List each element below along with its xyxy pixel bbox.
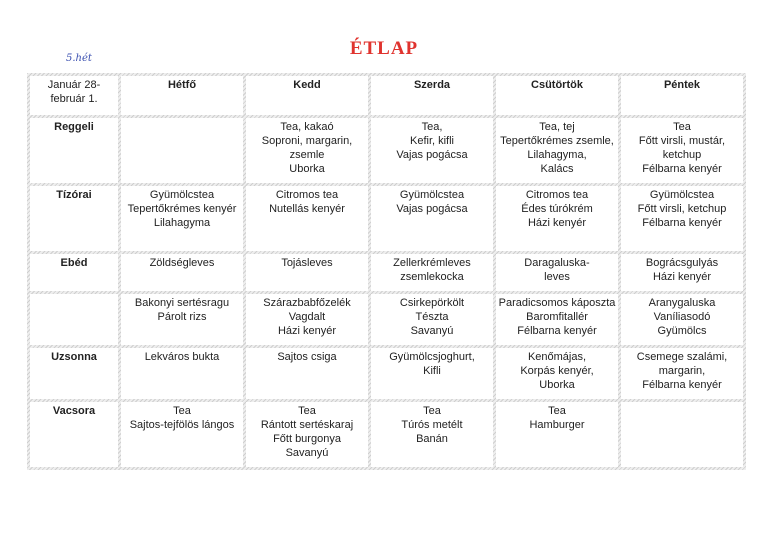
menu-item: Félbarna kenyér xyxy=(642,379,722,391)
menu-item: zsemle xyxy=(289,149,325,161)
menu-cell-wednesday xyxy=(371,186,493,251)
day-header-tuesday: Kedd xyxy=(246,76,368,115)
menu-item: Korpás kenyér, xyxy=(520,365,594,377)
menu-item: Főtt virsli, ketchup xyxy=(637,203,727,215)
menu-item: Lilahagyma, xyxy=(527,149,587,161)
menu-cell-thursday xyxy=(496,402,618,467)
menu-item: Párolt rizs xyxy=(157,311,207,323)
menu-item: Tea xyxy=(298,405,316,417)
menu-cell-thursday xyxy=(496,118,618,183)
meal-label: Uzsonna xyxy=(30,348,118,399)
menu-cell-tuesday xyxy=(246,348,368,399)
menu-item: Házi kenyér xyxy=(527,217,587,229)
menu-item: Banán xyxy=(416,433,448,445)
menu-item: Sajtos csiga xyxy=(277,351,337,363)
menu-row xyxy=(30,118,743,183)
menu-cell-friday xyxy=(621,118,743,183)
menu-item: Soproni, margarin, xyxy=(261,135,353,147)
menu-item: Főtt virsli, mustár, xyxy=(638,135,726,147)
menu-item: Házi kenyér xyxy=(277,325,337,337)
menu-item: Gyümölcstea xyxy=(649,189,715,201)
menu-item: Főtt burgonya xyxy=(273,433,341,445)
menu-item: zsemlekocka xyxy=(400,271,464,283)
menu-item: Sajtos-tejfölös lángos xyxy=(129,419,235,431)
menu-cell-monday xyxy=(121,294,243,345)
menu-item: margarin, xyxy=(658,365,706,377)
menu-row xyxy=(30,294,743,345)
menu-item: Paradicsomos káposzta xyxy=(498,297,616,309)
menu-cell-wednesday xyxy=(371,348,493,399)
menu-item: Tea xyxy=(673,121,691,133)
menu-item: Hamburger xyxy=(529,419,585,431)
menu-cell-friday xyxy=(621,254,743,291)
menu-item: Kefir, kifli xyxy=(409,135,454,147)
menu-table xyxy=(27,73,746,470)
menu-row xyxy=(30,186,743,251)
meal-label: Tízórai xyxy=(30,186,118,251)
menu-cell-tuesday xyxy=(246,402,368,467)
menu-item: Csemege szalámi, xyxy=(636,351,728,363)
menu-cell-wednesday xyxy=(371,254,493,291)
menu-item: Tepertőkrémes kenyér xyxy=(127,203,237,215)
date-range-start: Január 28- xyxy=(47,79,101,91)
menu-item: Gyümölcs xyxy=(657,325,707,337)
meal-label: Vacsora xyxy=(30,402,118,467)
menu-item: Vaníliasodó xyxy=(653,311,711,323)
menu-cell-tuesday xyxy=(246,254,368,291)
menu-item: Rántott sertéskaraj xyxy=(260,419,354,431)
menu-cell-wednesday xyxy=(371,118,493,183)
header-row xyxy=(30,76,743,115)
menu-cell-thursday xyxy=(496,254,618,291)
menu-item: Tojásleves xyxy=(281,257,333,269)
day-header-thursday: Csütörtök xyxy=(496,76,618,115)
menu-cell-thursday xyxy=(496,348,618,399)
menu-cell-monday xyxy=(121,186,243,251)
menu-item: Félbarna kenyér xyxy=(517,325,597,337)
menu-item: Tea xyxy=(548,405,566,417)
menu-item: Lekváros bukta xyxy=(144,351,220,363)
menu-item: Zellerkrémleves xyxy=(393,257,471,269)
menu-item: Tészta xyxy=(415,311,449,323)
menu-item: Bográcsgulyás xyxy=(645,257,719,269)
menu-item: Tea, xyxy=(421,121,443,133)
menu-item: Lilahagyma xyxy=(153,217,211,229)
menu-item: Uborka xyxy=(289,163,325,175)
menu-item: Savanyú xyxy=(410,325,454,337)
menu-cell-friday xyxy=(621,294,743,345)
menu-item: Túrós metélt xyxy=(401,419,463,431)
menu-item: Gyümölcsjoghurt, xyxy=(389,351,475,363)
menu-cell-tuesday xyxy=(246,118,368,183)
menu-row xyxy=(30,348,743,399)
menu-item: Kifli xyxy=(423,365,441,377)
menu-item: Daragaluska- xyxy=(524,257,590,269)
menu-item: Vajas pogácsa xyxy=(396,149,468,161)
menu-cell-friday xyxy=(621,348,743,399)
menu-row xyxy=(30,254,743,291)
menu-item: ketchup xyxy=(662,149,702,161)
menu-item: Csirkepörkölt xyxy=(399,297,465,309)
menu-item: Nutellás kenyér xyxy=(269,203,345,215)
page-title: ÉTLAP xyxy=(349,38,419,59)
menu-row xyxy=(30,402,743,467)
menu-cell-tuesday xyxy=(246,186,368,251)
menu-item: Házi kenyér xyxy=(652,271,712,283)
menu-item: Aranygaluska xyxy=(648,297,716,309)
menu-cell-tuesday xyxy=(246,294,368,345)
date-range-cell xyxy=(30,76,118,115)
menu-item: Kenőmájas, xyxy=(527,351,587,363)
menu-item: Baromfitallér xyxy=(526,311,588,323)
menu-cell-monday xyxy=(121,348,243,399)
menu-item: Tea, tej xyxy=(539,121,575,133)
meal-label: Ebéd xyxy=(30,254,118,291)
menu-cell-friday xyxy=(621,402,743,467)
menu-item: Félbarna kenyér xyxy=(642,163,722,175)
date-range-end: február 1. xyxy=(50,93,98,105)
menu-item: Gyümölcstea xyxy=(149,189,215,201)
meal-label: Reggeli xyxy=(30,118,118,183)
day-header-wednesday: Szerda xyxy=(371,76,493,115)
day-header-monday: Hétfő xyxy=(121,76,243,115)
menu-item: Citromos tea xyxy=(525,189,589,201)
menu-cell-friday xyxy=(621,186,743,251)
menu-item: Tea xyxy=(173,405,191,417)
menu-cell-monday xyxy=(121,118,243,183)
menu-item: Vajas pogácsa xyxy=(396,203,468,215)
menu-cell-thursday xyxy=(496,186,618,251)
menu-item: Édes túrókrém xyxy=(521,203,593,215)
menu-item: Szárazbabfőzelék xyxy=(263,297,351,309)
menu-item: Savanyú xyxy=(285,447,329,459)
menu-item: Tepertőkrémes zsemle, xyxy=(500,135,614,147)
menu-cell-monday xyxy=(121,402,243,467)
menu-item: Zöldségleves xyxy=(149,257,215,269)
menu-cell-wednesday xyxy=(371,402,493,467)
menu-item: Félbarna kenyér xyxy=(642,217,722,229)
menu-item: Uborka xyxy=(539,379,575,391)
menu-cell-thursday xyxy=(496,294,618,345)
menu-item: Kalács xyxy=(540,163,574,175)
menu-item: Citromos tea xyxy=(275,189,339,201)
menu-item: Tea, kakaó xyxy=(280,121,334,133)
meal-label xyxy=(30,294,118,345)
menu-body xyxy=(30,118,743,467)
handwritten-note: 5.hét xyxy=(66,53,92,64)
menu-item: Bakonyi sertésragu xyxy=(134,297,230,309)
menu-item: Vagdalt xyxy=(288,311,326,323)
menu-item: Tea xyxy=(423,405,441,417)
day-header-friday: Péntek xyxy=(621,76,743,115)
menu-cell-monday xyxy=(121,254,243,291)
menu-item: Gyümölcstea xyxy=(399,189,465,201)
menu-cell-wednesday xyxy=(371,294,493,345)
menu-item: leves xyxy=(544,271,570,283)
